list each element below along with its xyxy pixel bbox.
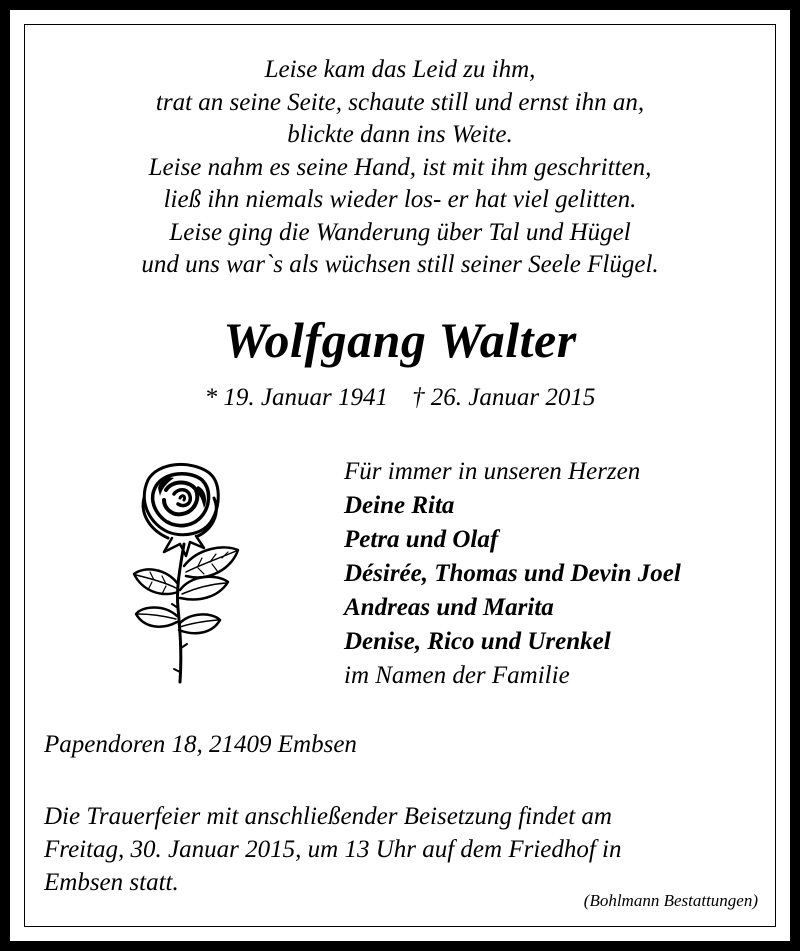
life-dates [0, 382, 800, 414]
mourner-name: Désirée, Thomas und Devin Joel [344, 560, 681, 587]
poem-line: und uns war`s als wüchsen still seiner Seele Flügel. [141, 251, 659, 278]
poem [0, 54, 800, 282]
mourner-name: Denise, Rico und Urenkel [344, 628, 611, 655]
poem-line: blickte dann ins Weite. [287, 121, 513, 148]
funeral-notice [44, 800, 622, 899]
poem-line: Leise ging die Wanderung über Tal und Hügel [169, 218, 631, 246]
funeral-line: Freitag, 30. Januar 2015, um 13 Uhr auf dem Friedhof in [44, 836, 622, 863]
poem-line: Leise kam das Leid zu ihm, [264, 56, 536, 83]
mourners-closing: im Namen der Familie [344, 662, 570, 689]
rose-icon [128, 458, 246, 690]
address: Papendoren 18, 21409 Embsen [44, 731, 357, 758]
mourner-name: Deine Rita [344, 492, 455, 519]
poem-line: trat an seine Seite, schaute still und ernst ihn an, [155, 88, 645, 116]
mourners-intro: Für immer in unseren Herzen [344, 458, 641, 485]
death-date: † 26. Januar 2015 [412, 384, 596, 411]
undertaker-credit: (Bohlmann Bestattungen) [583, 891, 758, 910]
deceased-name: Wolfgang Walter [223, 312, 577, 368]
birth-date: * 19. Januar 1941 [204, 384, 388, 411]
funeral-line: Embsen statt. [44, 869, 179, 896]
mourners-block [344, 455, 681, 693]
mourner-name: Andreas und Marita [344, 594, 554, 621]
mourner-name: Petra und Olaf [344, 526, 499, 553]
funeral-line: Die Trauerfeier mit anschließender Beisetzung findet am [44, 803, 612, 830]
poem-line: ließ ihn niemals wieder los- er hat viel gelitten. [163, 186, 637, 213]
poem-line: Leise nahm es seine Hand, ist mit ihm geschritten, [148, 153, 652, 181]
